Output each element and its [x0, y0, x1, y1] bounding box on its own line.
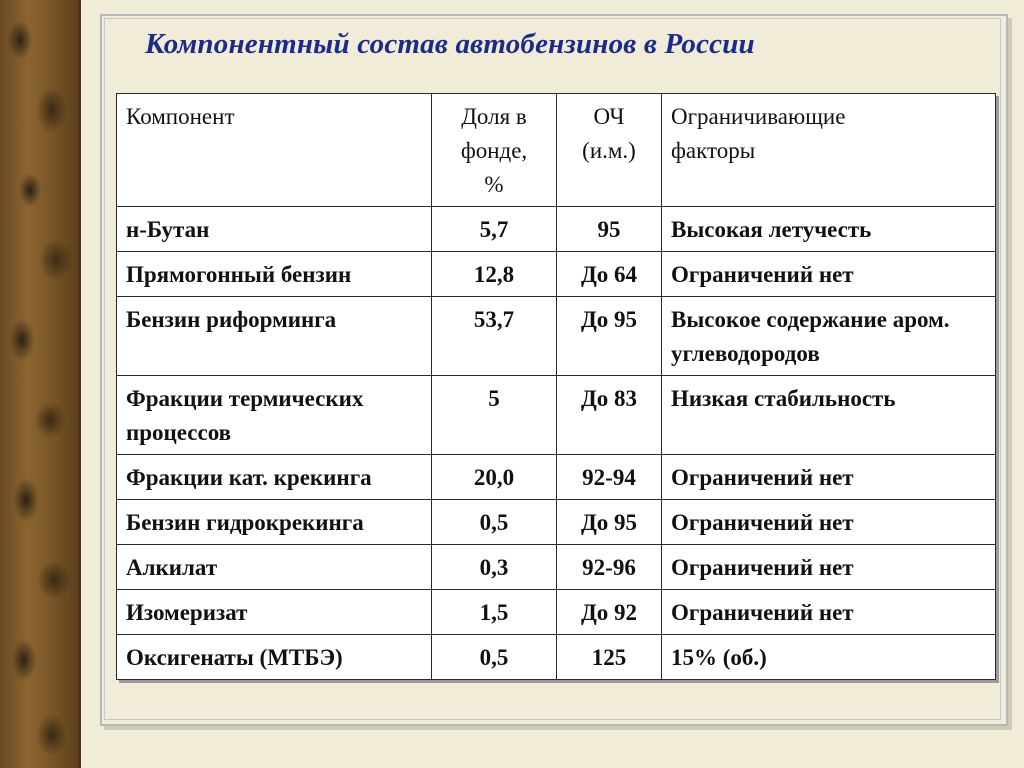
- cell-component: Бензин гидрокрекинга: [117, 500, 432, 545]
- cell-share: 0,3: [432, 545, 557, 590]
- table-row: [117, 545, 996, 590]
- table-row: [117, 297, 996, 376]
- header-limiting-factors: [662, 94, 996, 207]
- cell-octane: До 95: [557, 297, 662, 376]
- cell-share: 1,5: [432, 590, 557, 635]
- cell-octane: До 95: [557, 500, 662, 545]
- decorative-side-band: [0, 0, 81, 768]
- table-row: [117, 207, 996, 252]
- table-row: [117, 455, 996, 500]
- table-row: [117, 500, 996, 545]
- cell-octane: До 64: [557, 252, 662, 297]
- header-limits-line2: факторы: [671, 138, 756, 163]
- table-row: [117, 590, 996, 635]
- cell-component: Фракции кат. крекинга: [117, 455, 432, 500]
- cell-limits: Ограничений нет: [662, 252, 996, 297]
- cell-octane: 92-94: [557, 455, 662, 500]
- cell-share: 0,5: [432, 500, 557, 545]
- page-title: Компонентный состав автобензинов в России: [145, 28, 755, 60]
- cell-limits: Высокая летучесть: [662, 207, 996, 252]
- header-component: [117, 94, 432, 207]
- cell-share: 5,7: [432, 207, 557, 252]
- cell-component: Оксигенаты (МТБЭ): [117, 635, 432, 680]
- cell-share: 0,5: [432, 635, 557, 680]
- cell-component: Прямогонный бензин: [117, 252, 432, 297]
- header-share-line3: %: [484, 172, 504, 197]
- header-component-label: Компонент: [126, 104, 235, 129]
- table-row: [117, 635, 996, 680]
- cell-octane: До 92: [557, 590, 662, 635]
- cell-limits: Ограничений нет: [662, 590, 996, 635]
- table-row: [117, 376, 996, 455]
- header-octane-line2: (и.м.): [582, 138, 636, 163]
- table-header-row: [117, 94, 996, 207]
- cell-component: н-Бутан: [117, 207, 432, 252]
- cell-component: Изомеризат: [117, 590, 432, 635]
- cell-component: Бензин риформинга: [117, 297, 432, 376]
- cell-limits: Низкая стабильность: [662, 376, 996, 455]
- cell-limits: Ограничений нет: [662, 545, 996, 590]
- cell-share: 12,8: [432, 252, 557, 297]
- cell-limits: Высокое содержание аром. углеводородов: [662, 297, 996, 376]
- header-share: [432, 94, 557, 207]
- header-octane-line1: ОЧ: [593, 104, 625, 129]
- cell-octane: До 83: [557, 376, 662, 455]
- header-octane: [557, 94, 662, 207]
- header-share-line1: Доля в: [461, 104, 527, 129]
- cell-limits: Ограничений нет: [662, 455, 996, 500]
- cell-octane: 125: [557, 635, 662, 680]
- gasoline-components-table: [116, 93, 996, 680]
- cell-share: 53,7: [432, 297, 557, 376]
- cell-limits: 15% (об.): [662, 635, 996, 680]
- cell-limits: Ограничений нет: [662, 500, 996, 545]
- table-row: [117, 252, 996, 297]
- header-share-line2: фонде,: [460, 138, 528, 163]
- cell-component: Алкилат: [117, 545, 432, 590]
- cell-octane: 92-96: [557, 545, 662, 590]
- cell-octane: 95: [557, 207, 662, 252]
- header-limits-line1: Ограничивающие: [671, 104, 846, 129]
- cell-component: Фракции термических процессов: [117, 376, 432, 455]
- cell-share: 20,0: [432, 455, 557, 500]
- cell-share: 5: [432, 376, 557, 455]
